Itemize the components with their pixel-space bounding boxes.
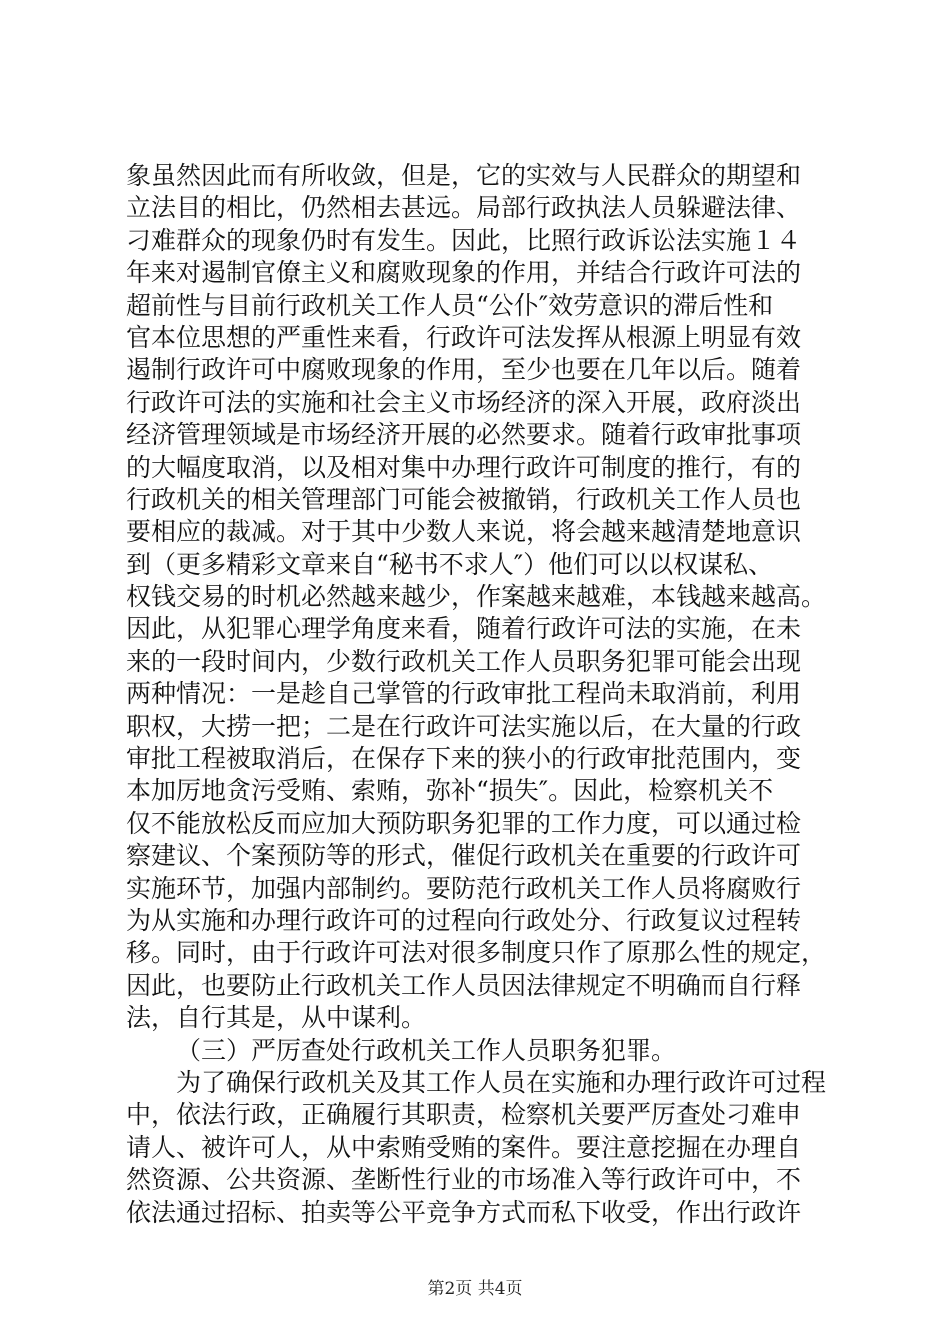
body-line: 权钱交易的时机必然越来越少，作案越来越难，本钱越来越高。 bbox=[126, 582, 827, 612]
body-line: 本加厉地贪污受贿、索贿，弥补“损失″。因此，检察机关不 bbox=[126, 776, 774, 806]
body-line: 超前性与目前行政机关工作人员“公仆″效劳意识的滞后性和 bbox=[126, 290, 774, 320]
body-line: 请人、被许可人，从中索贿受贿的案件。要注意挖掘在办理自 bbox=[126, 1132, 802, 1162]
body-line: 两种情况：一是趁自己掌管的行政审批工程尚未取消前，利用 bbox=[126, 679, 802, 709]
body-line: 中，依法行政，正确履行其职责，检察机关要严厉查处刁难申 bbox=[126, 1100, 802, 1130]
body-line: 职权，大捞一把；二是在行政许可法实施以后，在大量的行政 bbox=[126, 711, 802, 741]
body-line: 法，自行其是，从中谋利。 bbox=[126, 1003, 427, 1033]
body-line: 因此，从犯罪心理学角度来看，随着行政许可法的实施，在未 bbox=[126, 614, 802, 644]
body-line: 为从实施和办理行政许可的过程向行政处分、行政复议过程转 bbox=[126, 905, 802, 935]
body-line: 象虽然因此而有所收敛，但是，它的实效与人民群众的期望和 bbox=[126, 161, 802, 190]
paragraph-first-line: 为了确保行政机关及其工作人员在实施和办理行政许可过程 bbox=[176, 1067, 827, 1097]
body-line: 来的一段时间内，少数行政机关工作人员职务犯罪可能会出现 bbox=[126, 646, 802, 676]
body-line: 仅不能放松反而应加大预防职务犯罪的工作力度，可以通过检 bbox=[126, 808, 802, 838]
body-line: 要相应的裁减。对于其中少数人来说，将会越来越清楚地意识 bbox=[126, 517, 802, 547]
body-line: 行政许可法的实施和社会主义市场经济的深入开展，政府淡出 bbox=[126, 387, 802, 417]
body-line: 立法目的相比，仍然相去甚远。局部行政执法人员躲避法律、 bbox=[126, 193, 802, 223]
body-line: 因此，也要防止行政机关工作人员因法律规定不明确而自行释 bbox=[126, 970, 802, 1000]
body-line: 刁难群众的现象仍时有发生。因此，比照行政诉讼法实施１４ bbox=[126, 225, 802, 255]
body-line: 遏制行政许可中腐败现象的作用，至少也要在几年以后。随着 bbox=[126, 355, 802, 385]
body-line: 的大幅度取消，以及相对集中办理行政许可制度的推行，有的 bbox=[126, 452, 802, 482]
body-line: 经济管理领域是市场经济开展的必然要求。随着行政审批事项 bbox=[126, 420, 802, 450]
body-line: 到（更多精彩文章来自“秘书不求人″）他们可以以权谋私、 bbox=[126, 549, 774, 579]
body-line: 移。同时，由于行政许可法对很多制度只作了原那么性的规定， bbox=[126, 938, 827, 968]
section-heading: （三）严厉查处行政机关工作人员职务犯罪。 bbox=[176, 1035, 677, 1065]
body-line: 年来对遏制官僚主义和腐败现象的作用，并结合行政许可法的 bbox=[126, 258, 802, 288]
body-line: 依法通过招标、拍卖等公平竞争方式而私下收受，作出行政许 bbox=[126, 1197, 802, 1227]
body-line: 行政机关的相关管理部门可能会被撤销，行政机关工作人员也 bbox=[126, 484, 802, 514]
body-line: 察建议、个案预防等的形式，催促行政机关在重要的行政许可 bbox=[126, 841, 802, 871]
body-line: 官本位思想的严重性来看，行政许可法发挥从根源上明显有效 bbox=[126, 322, 802, 352]
page-number-footer: 第2页 共4页 bbox=[427, 1279, 523, 1299]
body-line: 审批工程被取消后，在保存下来的狭小的行政审批范围内，变 bbox=[126, 744, 802, 774]
body-line: 实施环节，加强内部制约。要防范行政机关工作人员将腐败行 bbox=[126, 873, 802, 903]
body-line: 然资源、公共资源、垄断性行业的市场准入等行政许可中，不 bbox=[126, 1165, 802, 1195]
document-body bbox=[126, 160, 846, 1229]
